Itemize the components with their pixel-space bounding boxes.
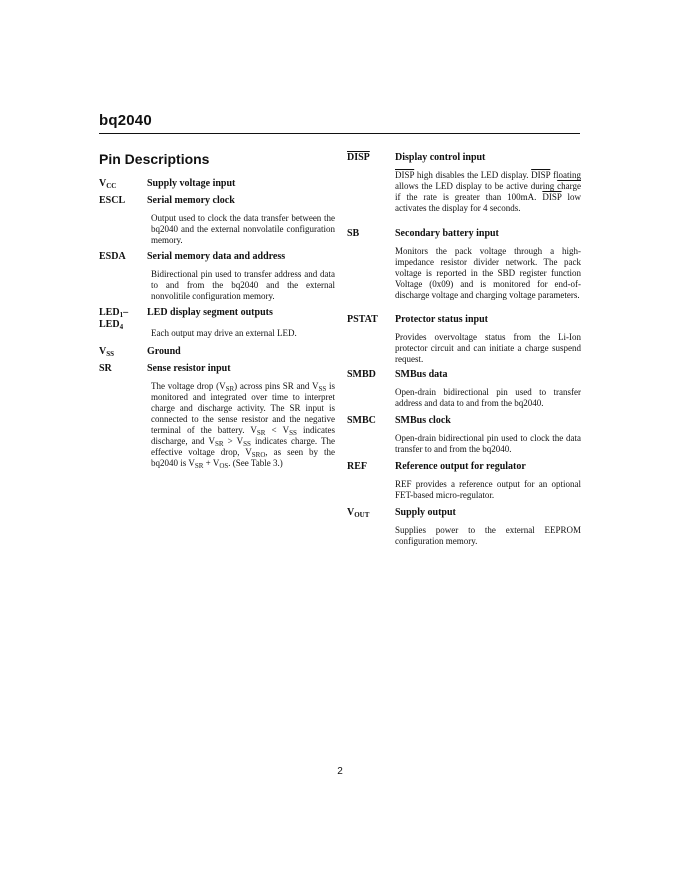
pin-name: $V_{SS}$ (99, 346, 115, 358)
pin-name: DISP (347, 152, 370, 163)
pin-heading: SMBus data (395, 369, 448, 380)
pin-heading: Protector status input (395, 314, 488, 325)
pin-description: Supplies power to the external EEPROM configuration memory. (395, 525, 581, 546)
pin-heading: Reference output for regulator (395, 461, 526, 472)
pin-description: Each output may drive an external LED. (151, 328, 297, 338)
pin-heading: Ground (147, 346, 181, 357)
pin-name: $V_{OUT}$ (347, 507, 370, 519)
pin-name: ESCL (99, 195, 126, 206)
pin-name: PSTAT (347, 314, 378, 325)
pin-description: DISP high disables the LED display. DISP floating allows the LED display to be active during charge if the rate is greater than 100mA. DISP low activates the display for 4 seconds. (395, 170, 581, 213)
pin-heading: Sense resistor input (147, 363, 231, 374)
pin-description: Open-drain bidirectional pin used to transfer address and data to and from the bq2040. (395, 387, 581, 408)
pin-name: ESDA (99, 251, 126, 262)
pin-heading: SMBus clock (395, 415, 451, 426)
page-header-title: bq2040 (99, 112, 152, 129)
pin-heading: Display control input (395, 152, 486, 163)
pin-description: The voltage drop $(V_{SR})$ across pins SR and $V_{SS}$ is monitored and integrated over time to interpret charge and discharge activity. The SR input is connected to the sense resistor and the negative terminal of the battery. $V_{SR} < V_{SS}$ indicates discharge, and $V_{SR} > V_{SS}$ indicates charge. The effective voltage drop, $V_{SRO}$, as seen by the bq2040 is $V_{SR} + V_{OS}$. (See Table 3.) (151, 381, 336, 470)
page-number: 2 (337, 766, 343, 777)
pin-name: $V_{CC}$ (99, 178, 117, 190)
pin-description: Bidirectional pin used to transfer address and data to and from the bq2040 and the external nonvolitile configuration memory. (151, 269, 335, 301)
pin-description: Monitors the pack voltage through a high-impedance resistor divider network. The pack voltage is reported in the SBD register function Voltage (0x09) and is monitored for end-of-discharge voltage and charging voltage parameters. (395, 246, 581, 300)
pin-name: SR (99, 363, 112, 374)
pin-name: SB (347, 228, 360, 239)
section-title: Pin Descriptions (99, 151, 210, 167)
pin-heading: Serial memory clock (147, 195, 235, 206)
pin-name: SMBD (347, 369, 376, 380)
pin-description: Open-drain bidirectional pin used to clock the data transfer to and from the bq2040. (395, 433, 581, 454)
pin-name: REF (347, 461, 367, 472)
pin-heading: Supply output (395, 507, 456, 518)
pin-heading: Serial memory data and address (147, 251, 286, 262)
pin-description: Provides overvoltage status from the Li-Ion protector circuit and can initiate a charge suspend request. (395, 332, 581, 364)
pin-heading: Supply voltage input (147, 178, 236, 189)
pin-description: REF provides a reference output for an optional FET-based micro-regulator. (395, 479, 581, 500)
pin-heading: Secondary battery input (395, 228, 499, 239)
pin-description: Output used to clock the data transfer between the bq2040 and the external nonvolatile configuration memory. (151, 213, 335, 245)
pin-heading: LED display segment outputs (147, 307, 273, 318)
pin-name: SMBC (347, 415, 376, 426)
header-rule (99, 133, 580, 134)
pin-name: $LED_1-$ $LED_4$ (99, 307, 129, 331)
